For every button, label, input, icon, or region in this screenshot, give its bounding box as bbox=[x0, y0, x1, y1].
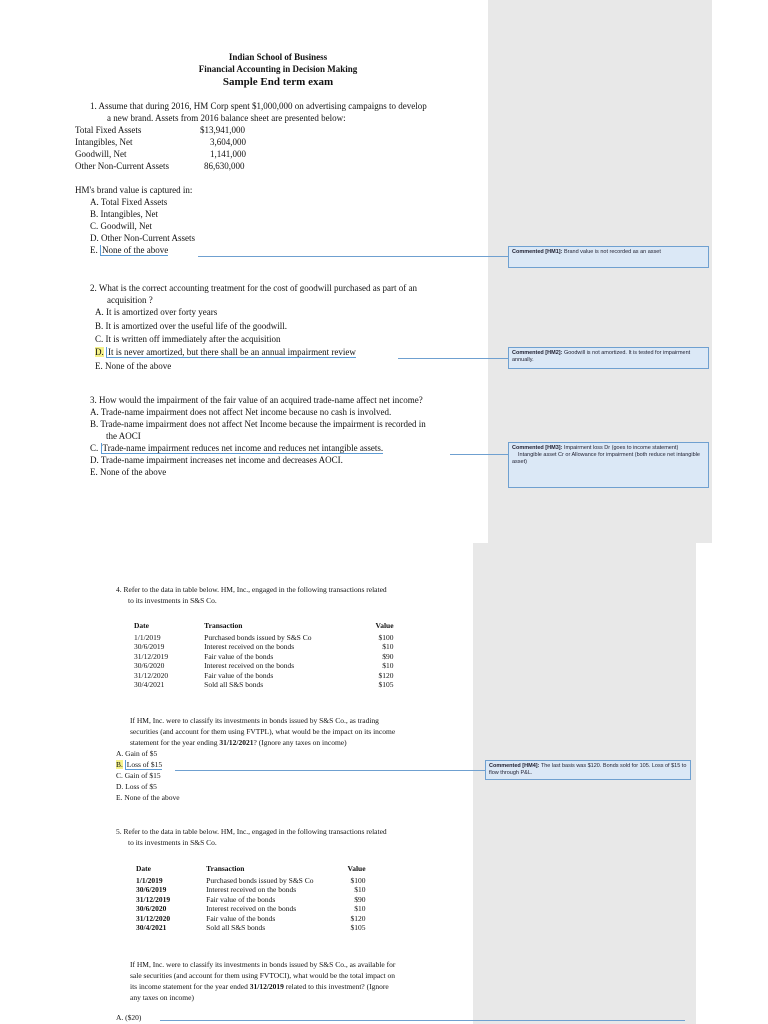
table-row: 30/6/2019 Interest received on the bonds $10 bbox=[136, 885, 366, 894]
q1-asset-label: Intangibles, Net bbox=[75, 137, 133, 147]
q1-answer-selection: None of the above bbox=[102, 245, 169, 255]
table-header: Value bbox=[375, 621, 394, 630]
table-row: 30/4/2021 Sold all S&S bonds $105 bbox=[134, 680, 394, 689]
q5-question-line3: its income statement for the year ended 31/12/2019 related to this investment? (Ignore bbox=[130, 982, 389, 991]
table-header: Value bbox=[347, 864, 366, 873]
table-row: 30/6/2020 Interest received on the bonds $10 bbox=[136, 904, 366, 913]
q2-option-e: E. None of the above bbox=[95, 361, 172, 371]
q2-option-a: A. It is amortized over forty years bbox=[95, 307, 218, 317]
q4-option-b bbox=[116, 760, 162, 770]
q1-option-e: E. None of the above bbox=[90, 245, 169, 255]
q4-question-line3: statement for the year ending 31/12/2021? (Ignore any taxes on income) bbox=[130, 738, 347, 747]
comment-connector bbox=[398, 358, 508, 359]
q4-option-c: C. Gain of $15 bbox=[116, 771, 161, 780]
q1-asset-label: Total Fixed Assets bbox=[75, 125, 142, 135]
comment-hm2[interactable]: Commented [HM2]: Goodwill is not amortized. It is tested for impairment annually. bbox=[508, 347, 709, 369]
table-row: 31/12/2019 Fair value of the bonds $90 bbox=[136, 894, 366, 904]
q2-answer-selection: It is never amortized, but there shall be an annual impairment review bbox=[108, 347, 356, 357]
q3-stem: 3. How would the impairment of the fair value of an acquired trade-name affect net income? bbox=[90, 395, 423, 405]
q4-question-line2: securities (and account for them using FVTPL), what would be the impact on its income bbox=[130, 727, 396, 736]
exam-title: Sample End term exam bbox=[222, 76, 334, 88]
comment-hm1[interactable]: Commented [HM1]: Brand value is not recorded as an asset bbox=[508, 246, 709, 268]
comment-connector bbox=[450, 454, 508, 455]
q2-stem-line2: acquisition ? bbox=[107, 295, 153, 305]
q4-option-d: D. Loss of $5 bbox=[116, 782, 157, 791]
q2-option-d bbox=[95, 347, 356, 358]
q2-answer-letter: D. bbox=[95, 347, 104, 357]
q5-stem-line2: to its investments in S&S Co. bbox=[128, 838, 217, 847]
q5-question-line1: If HM, Inc. were to classify its investments in bonds issued by S&S Co., as available for bbox=[130, 960, 396, 969]
q3-option-b: B. Trade-name impairment does not affect Net Income because the impairment is recorded in bbox=[90, 419, 426, 429]
comment-hm3[interactable]: Commented [HM3]: Impairment loss Dr (goes to income statement) Intangible asset Cr or Allowance for impairment (both reduce net intangible asset) bbox=[508, 442, 709, 488]
q4-option-a: A. Gain of $5 bbox=[116, 749, 158, 758]
q1-asset-label: Other Non-Current Assets bbox=[75, 161, 169, 171]
course-title: Financial Accounting in Decision Making bbox=[198, 64, 358, 74]
comment-connector bbox=[175, 770, 485, 771]
q5-question-line2: sale securities (and account for them using FVTOCI), what would be the total impact on bbox=[130, 971, 396, 980]
table-header: Transaction bbox=[206, 864, 245, 873]
q4-transactions-table bbox=[130, 621, 398, 690]
table-header: Date bbox=[134, 621, 149, 630]
comment-margin-page-2 bbox=[473, 543, 696, 1024]
table-header: Transaction bbox=[204, 621, 243, 630]
q5-stem-line1: 5. Refer to the data in table below. HM, Inc., engaged in the following transactions related bbox=[116, 827, 387, 836]
q1-option-a: A. Total Fixed Assets bbox=[90, 197, 168, 207]
q3-answer-selection: Trade-name impairment reduces net income and reduces net intangible assets. bbox=[102, 443, 384, 453]
q1-asset-value: 1,141,000 bbox=[210, 149, 246, 159]
table-header: Date bbox=[136, 864, 151, 873]
q3-option-d: D. Trade-name impairment increases net income and decreases AOCI. bbox=[90, 455, 343, 465]
school-title: Indian School of Business bbox=[228, 52, 328, 62]
q4-answer-selection: Loss of $15 bbox=[126, 760, 163, 769]
q3-option-c: C. Trade-name impairment reduces net income and reduces net intangible assets. bbox=[90, 443, 384, 453]
table-row: 30/6/2019 Interest received on the bonds $10 bbox=[134, 642, 394, 651]
table-row: 30/4/2021 Sold all S&S bonds $105 bbox=[136, 923, 366, 932]
q5-option-a: A. ($20) bbox=[116, 1013, 142, 1022]
comment-hm4[interactable]: Commented [HM4]: The last basis was $120. Bonds sold for 105. Loss of $15 to flow through P&L. bbox=[485, 760, 691, 780]
q2-option-b: B. It is amortized over the useful life of the goodwill. bbox=[95, 321, 287, 331]
q3-option-e: E. None of the above bbox=[90, 467, 167, 477]
q4-stem-line1: 4. Refer to the data in table below. HM, Inc., engaged in the following transactions related bbox=[116, 585, 387, 594]
q1-asset-label: Goodwill, Net bbox=[75, 149, 127, 159]
table-row: 31/12/2019 Fair value of the bonds $90 bbox=[134, 651, 394, 661]
q1-option-b: B. Intangibles, Net bbox=[90, 209, 158, 219]
comment-connector bbox=[198, 256, 508, 257]
table-row: 1/1/2019 Purchased bonds issued by S&S Co $100 bbox=[134, 632, 394, 642]
q1-asset-value: $13,941,000 bbox=[200, 125, 245, 135]
q5-question-line4: any taxes on income) bbox=[130, 993, 194, 1002]
q4-answer-letter: B. bbox=[116, 760, 123, 769]
table-row: 1/1/2019 Purchased bonds issued by S&S Co $100 bbox=[136, 875, 366, 885]
q1-asset-value: 86,630,000 bbox=[204, 161, 245, 171]
comment-connector bbox=[160, 1020, 685, 1021]
q1-stem-line2: a new brand. Assets from 2016 balance sheet are presented below: bbox=[107, 113, 346, 123]
q5-transactions-table bbox=[132, 864, 370, 933]
table-row: 31/12/2020 Fair value of the bonds $120 bbox=[136, 913, 366, 923]
q2-option-c: C. It is written off immediately after the acquisition bbox=[95, 334, 281, 344]
q1-prompt: HM's brand value is captured in: bbox=[75, 185, 193, 195]
q4-stem-line2: to its investments in S&S Co. bbox=[128, 596, 217, 605]
q1-option-c: C. Goodwill, Net bbox=[90, 221, 152, 231]
q4-option-e: E. None of the above bbox=[116, 793, 180, 802]
q4-question-line1: If HM, Inc. were to classify its investments in bonds issued by S&S Co., as trading bbox=[130, 716, 379, 725]
table-row: 31/12/2020 Fair value of the bonds $120 bbox=[134, 670, 394, 680]
q3-option-b-cont: the AOCI bbox=[106, 431, 141, 441]
q1-asset-value: 3,604,000 bbox=[210, 137, 246, 147]
q2-stem-line1: 2. What is the correct accounting treatment for the cost of goodwill purchased as part of an bbox=[90, 283, 417, 293]
table-row: 30/6/2020 Interest received on the bonds $10 bbox=[134, 661, 394, 670]
q1-option-d: D. Other Non-Current Assets bbox=[90, 233, 195, 243]
q3-option-a: A. Trade-name impairment does not affect Net income because no cash is involved. bbox=[90, 407, 392, 417]
q1-stem-line1: 1. Assume that during 2016, HM Corp spent $1,000,000 on advertising campaigns to develop bbox=[90, 101, 427, 111]
